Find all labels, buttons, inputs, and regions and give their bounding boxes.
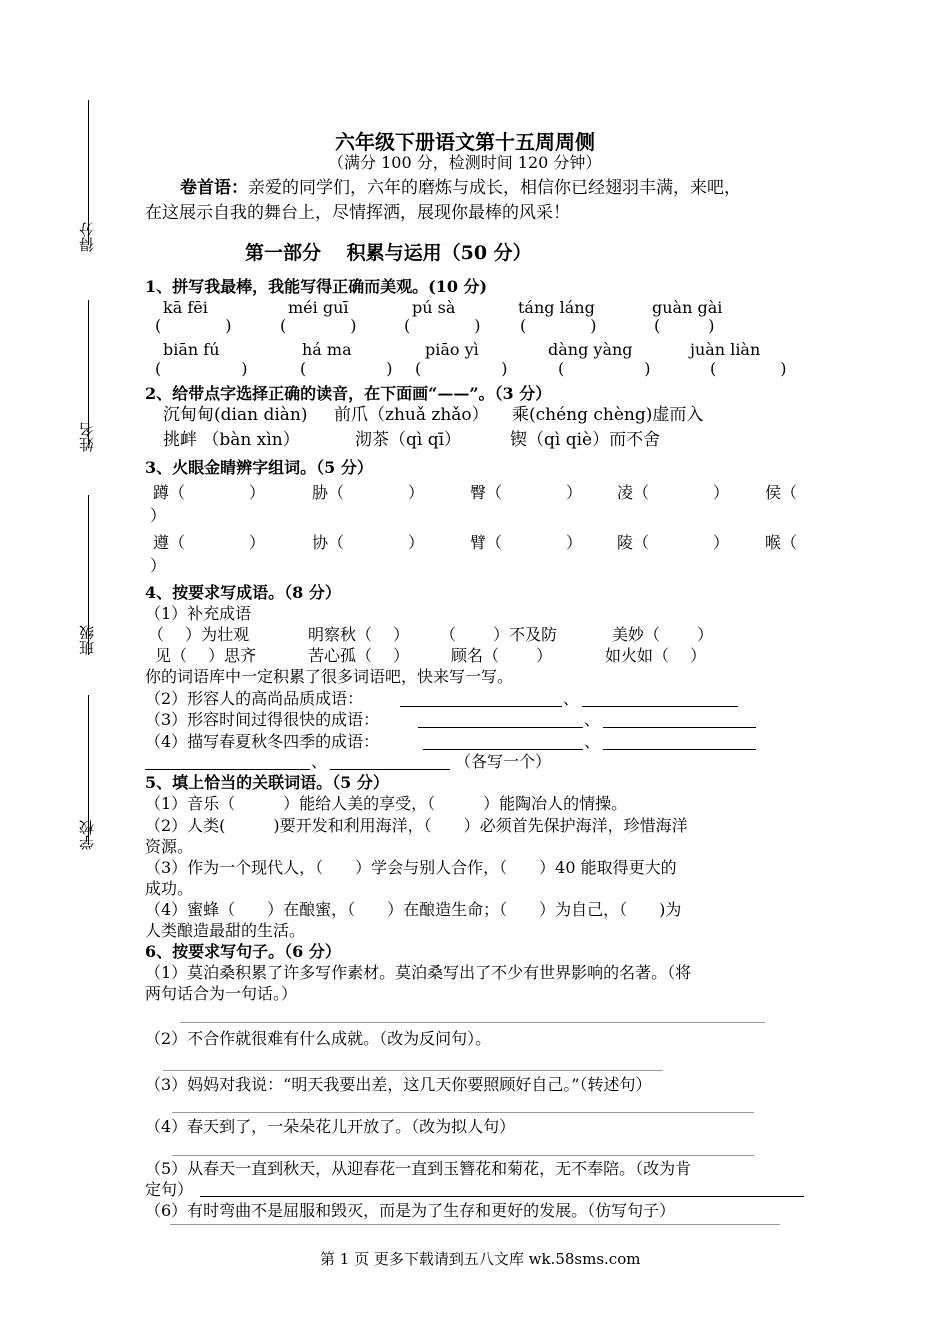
q3-close: ） xyxy=(150,506,167,525)
q2-item-3: 乘(chéng chèng)虚而入 xyxy=(512,405,704,425)
q2-item-2: 前爪（zhuǎ zhǎo） xyxy=(334,405,489,425)
q4-idiom-8: 如火如（ ） xyxy=(605,646,707,665)
pinyin-9: dàng yàng xyxy=(548,340,633,359)
q3-word-3: 臀（ ） xyxy=(470,483,583,502)
page-title: 六年级下册语文第十五周周侧 xyxy=(335,130,595,154)
q5-line-4b: 人类酿造最甜的生活。 xyxy=(145,921,306,940)
pinyin-6: biān fú xyxy=(163,340,220,359)
pinyin-3: pú sà xyxy=(412,298,456,317)
answer-paren: ( ) xyxy=(654,316,715,335)
answer-line[interactable] xyxy=(418,727,583,728)
answer-line[interactable] xyxy=(172,1112,754,1113)
part-1-heading: 第一部分 积累与运用（50 分） xyxy=(245,242,532,264)
q4-idiom-1: （ ）为壮观 xyxy=(148,625,250,644)
intro-text-1: 亲爱的同学们，六年的磨炼与成长，相信你已经翅羽丰满，来吧， xyxy=(248,178,741,198)
q3-word-9: 陵（ ） xyxy=(617,533,730,552)
answer-paren: ( ) xyxy=(280,316,357,335)
separator: 、 xyxy=(584,732,601,751)
q5-line-3: （3）作为一个现代人，（ ）学会与别人合作，（ ）40 能取得更大的 xyxy=(145,858,677,877)
q2-heading: 2、给带点字选择正确的读音，在下面画“——”。（3 分） xyxy=(145,384,552,403)
answer-line[interactable] xyxy=(330,769,450,770)
q2-item-1: 沉甸甸(dian diàn) xyxy=(163,405,308,425)
answer-paren: ( ) xyxy=(155,359,248,378)
q4-idiom-3: （ ）不及防 xyxy=(440,625,558,644)
side-label-score: 得分 xyxy=(78,222,96,252)
answer-line[interactable] xyxy=(603,727,756,728)
q3-word-2: 胁（ ） xyxy=(312,483,425,502)
answer-line[interactable] xyxy=(163,1070,663,1071)
answer-line[interactable] xyxy=(145,769,310,770)
q4-s4: （4）描写春夏秋冬四季的成语： xyxy=(145,732,380,751)
separator: 、 xyxy=(563,689,580,708)
intro-line-1 xyxy=(180,178,741,199)
q6-heading: 6、按要求写句子。（6 分） xyxy=(145,942,341,961)
q4-idiom-2: 明察秋（ ） xyxy=(308,625,410,644)
page-footer: 第 1 页 更多下载请到五八文库 wk.58sms.com xyxy=(320,1250,641,1268)
q2-item-6: 锲（qì qiè）而不舍 xyxy=(510,430,661,450)
q4-heading: 4、按要求写成语。（8 分） xyxy=(145,583,341,602)
answer-line[interactable] xyxy=(180,1022,765,1023)
q3-word-6: 遵（ ） xyxy=(153,533,266,552)
side-label-school: 学校 xyxy=(78,820,96,850)
pinyin-10: juàn liàn xyxy=(690,340,761,359)
q6-line-5b: 定句） xyxy=(145,1180,194,1199)
q6-line-1b: 两句话合为一句话。） xyxy=(145,984,298,1003)
answer-line[interactable] xyxy=(172,1155,754,1156)
q2-item-4: 挑衅 （bàn xìn） xyxy=(163,430,300,450)
q5-line-2b: 资源。 xyxy=(145,837,194,856)
pinyin-4: táng láng xyxy=(518,298,595,317)
q6-line-6: （6）有时弯曲不是屈服和毁灭，而是为了生存和更好的发展。（仿写句子） xyxy=(145,1201,676,1220)
answer-paren: ( ) xyxy=(155,316,232,335)
q2-item-5: 沏茶（qì qī） xyxy=(355,430,462,450)
q6-line-5: （5）从春天一直到秋天，从迎春花一直到玉簪花和菊花，无不奉陪。（改为肯 xyxy=(145,1159,692,1178)
page-subtitle: （满分 100 分，检测时间 120 分钟） xyxy=(328,153,602,172)
q5-line-4: （4）蜜蜂（ ）在酿蜜，（ ）在酿造生命；（ ）为自己，（ )为 xyxy=(145,900,682,919)
answer-line[interactable] xyxy=(200,1196,804,1197)
separator: 、 xyxy=(311,752,328,771)
q3-word-7: 协（ ） xyxy=(312,533,425,552)
answer-paren: ( ) xyxy=(710,359,787,378)
pinyin-5: guàn gài xyxy=(652,298,723,317)
q5-heading: 5、填上恰当的关联词语。（5 分） xyxy=(145,773,389,792)
q6-line-4: （4）春天到了，一朵朵花儿开放了。（改为拟人句） xyxy=(145,1117,516,1136)
answer-line[interactable] xyxy=(423,749,583,750)
q4-sub1: （1）补充成语 xyxy=(145,604,252,623)
answer-line[interactable] xyxy=(170,1224,780,1225)
q6-line-3: （3）妈妈对我说：“明天我要出差，这几天你要照顾好自己。”（转述句） xyxy=(145,1075,652,1094)
answer-paren: ( ) xyxy=(520,316,597,335)
q5-line-2: （2）人类( )要开发和利用海洋，（ ）必须首先保护海洋，珍惜海洋 xyxy=(145,816,688,835)
q3-heading: 3、火眼金睛辨字组词。（5 分） xyxy=(145,458,373,477)
q5-line-1: （1）音乐（ ）能给人美的享受，（ ）能陶冶人的情操。 xyxy=(145,794,628,813)
q4-idiom-5: 见（ ）思齐 xyxy=(155,646,257,665)
answer-line[interactable] xyxy=(582,706,738,707)
q5-line-3b: 成功。 xyxy=(145,879,194,898)
q6-line-2: （2）不合作就很难有什么成就。（改为反问句）。 xyxy=(145,1029,492,1048)
answer-paren: ( ) xyxy=(558,359,651,378)
answer-paren: ( ) xyxy=(404,316,481,335)
answer-paren: ( ) xyxy=(300,359,393,378)
answer-line[interactable] xyxy=(400,706,562,707)
q3-close: ） xyxy=(150,556,167,575)
q4-idiom-7: 顾名（ ） xyxy=(451,646,553,665)
q4-note: 你的词语库中一定积累了很多词语吧，快来写一写。 xyxy=(145,667,514,686)
q3-word-1: 蹲（ ） xyxy=(153,483,266,502)
q4-idiom-6: 苦心孤（ ） xyxy=(308,646,410,665)
pinyin-7: há ma xyxy=(302,340,352,359)
pinyin-2: méi guī xyxy=(288,298,349,317)
side-label-name: 姓名 xyxy=(78,422,96,452)
q4-s2: （2）形容人的高尚品质成语： xyxy=(145,689,364,708)
q3-word-8: 臂（ ） xyxy=(470,533,583,552)
separator: 、 xyxy=(584,710,601,729)
side-label-class: 班级 xyxy=(78,625,96,655)
pinyin-8: piāo yì xyxy=(425,340,479,359)
q6-line-1: （1）莫泊桑积累了许多写作素材。莫泊桑写出了不少有世界影响的名著。（将 xyxy=(145,963,692,982)
answer-line[interactable] xyxy=(603,749,756,750)
intro-line-2: 在这展示自我的舞台上，尽情挥洒，展现你最棒的风采！ xyxy=(145,203,570,223)
intro-label: 卷首语： xyxy=(180,178,248,198)
q1-heading: 1、拼写我最棒，我能写得正确而美观。(10 分) xyxy=(145,277,488,296)
q4-s3: （3）形容时间过得很快的成语： xyxy=(145,710,380,729)
q3-word-10: 喉（ xyxy=(765,533,798,552)
answer-paren: ( ) xyxy=(415,359,508,378)
q3-word-4: 凌（ ） xyxy=(617,483,730,502)
pinyin-1: kā fēi xyxy=(163,298,208,317)
q3-word-5: 侯（ xyxy=(765,483,798,502)
q4-each: （各写一个） xyxy=(455,752,552,771)
q4-idiom-4: 美妙（ ） xyxy=(612,625,714,644)
